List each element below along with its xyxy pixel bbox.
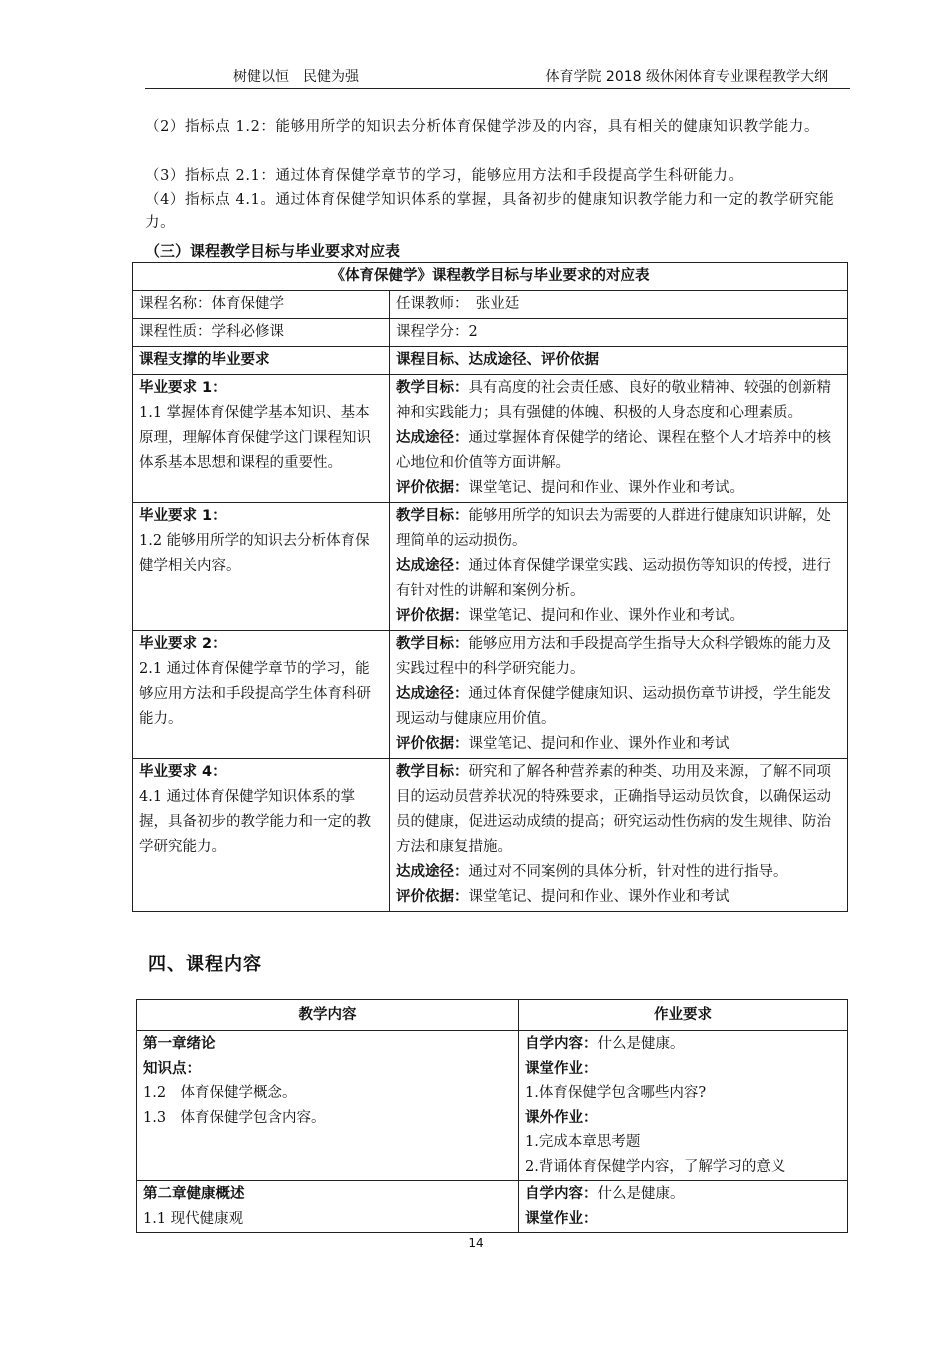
header-motto: 树健以恒 民健为强 bbox=[233, 69, 359, 85]
self-study-label: 自学内容： bbox=[525, 1186, 598, 1202]
req-title: 毕业要求 4： bbox=[139, 764, 227, 780]
self-study-text: 什么是健康。 bbox=[597, 1036, 685, 1052]
req-title: 毕业要求 1： bbox=[139, 508, 227, 524]
extra-homework-item: 2.背诵体育保健学内容，了解学习的意义 bbox=[525, 1158, 786, 1175]
extra-homework-item: 1.完成本章思考题 bbox=[525, 1134, 641, 1150]
goal-text: 具有高度的社会责任感、良好的敬业精神、较强的创新精神和实践能力；具有强健的体魄、积极的人身态度和心理素质。 bbox=[396, 380, 831, 421]
table-row bbox=[133, 375, 848, 503]
self-study-label: 自学内容： bbox=[525, 1036, 598, 1052]
course-name: 课程名称：体育保健学 bbox=[133, 291, 390, 319]
goal-label: 教学目标： bbox=[396, 508, 469, 524]
path-label: 达成途径： bbox=[396, 430, 469, 446]
paragraph-indicator-2-1: （3）指标点 2.1：通过体育保健学章节的学习，能够应用方法和手段提高学生科研能力。 bbox=[145, 168, 744, 184]
req-title: 毕业要求 2： bbox=[139, 636, 227, 652]
eval-label: 评价依据： bbox=[396, 736, 469, 752]
eval-text: 课堂笔记、提问和作业、课外作业和考试。 bbox=[468, 480, 744, 496]
class-homework-label: 课堂作业： bbox=[525, 1210, 598, 1227]
goal-label: 教学目标： bbox=[396, 636, 469, 652]
chapter-title: 第二章健康概述 bbox=[143, 1186, 245, 1202]
col-header-homework: 作业要求 bbox=[519, 1000, 848, 1031]
section-3-title: （三）课程教学目标与毕业要求对应表 bbox=[145, 242, 401, 260]
class-homework-item: 1.体育保健学包含哪些内容? bbox=[525, 1085, 707, 1101]
knowledge-points-label: 知识点： bbox=[143, 1060, 201, 1077]
class-homework-label: 课堂作业： bbox=[525, 1060, 598, 1077]
eval-label: 评价依据： bbox=[396, 889, 469, 905]
table-row bbox=[137, 1181, 848, 1233]
objectives-table bbox=[132, 262, 848, 912]
paragraph-indicator-1-2: （2）指标点 1.2：能够用所学的知识去分析体育保健学涉及的内容，具有相关的健康知识教学能力。 bbox=[145, 119, 820, 135]
knowledge-point: 1.1 现代健康观 bbox=[143, 1210, 244, 1227]
goal-text: 能够用所学的知识去为需要的人群进行健康知识讲解，处理简单的运动损伤。 bbox=[396, 508, 831, 549]
knowledge-point: 1.2 体育保健学概念。 bbox=[143, 1085, 297, 1101]
req-text: 1.1 掌握体育保健学基本知识、基本原理，理解体育保健学这门课程知识体系基本思想和课程的重要性。 bbox=[139, 405, 371, 471]
page-header bbox=[145, 66, 850, 89]
table-row bbox=[133, 503, 848, 631]
eval-label: 评价依据： bbox=[396, 480, 469, 496]
chapter-title: 第一章绪论 bbox=[143, 1036, 216, 1052]
path-label: 达成途径： bbox=[396, 686, 469, 702]
table-title: 《体育保健学》课程教学目标与毕业要求的对应表 bbox=[133, 263, 848, 291]
extra-homework-label: 课外作业： bbox=[525, 1109, 598, 1126]
section-4-title: 四、课程内容 bbox=[148, 954, 262, 975]
req-title: 毕业要求 1： bbox=[139, 380, 227, 396]
req-text: 1.2 能够用所学的知识去分析体育保健学相关内容。 bbox=[139, 533, 370, 574]
table-row bbox=[137, 1031, 848, 1181]
col-header-objectives: 课程目标、达成途径、评价依据 bbox=[390, 347, 848, 375]
goal-text: 能够应用方法和手段提高学生指导大众科学锻炼的能力及实践过程中的科学研究能力。 bbox=[396, 636, 831, 677]
paragraph-indicator-4-1: （4）指标点 4.1。通过体育保健学知识体系的掌握，具备初步的健康知识教学能力和一定的教学研究能力。 bbox=[145, 192, 835, 231]
knowledge-point: 1.3 体育保健学包含内容。 bbox=[143, 1109, 326, 1126]
course-nature: 课程性质：学科必修课 bbox=[133, 319, 390, 347]
path-label: 达成途径： bbox=[396, 558, 469, 574]
eval-text: 课堂笔记、提问和作业、课外作业和考试 bbox=[468, 889, 730, 905]
goal-label: 教学目标： bbox=[396, 380, 469, 396]
path-text: 通过体育保健学健康知识、运动损伤章节讲授，学生能发现运动与健康应用价值。 bbox=[396, 686, 831, 727]
path-text: 通过体育保健学课堂实践、运动损伤等知识的传授，进行有针对性的讲解和案例分析。 bbox=[396, 558, 831, 599]
goal-text: 研究和了解各种营养素的种类、功用及来源，了解不同项目的运动员营养状况的特殊要求，正确指导运动员饮食，以确保运动员的健康，促进运动成绩的提高；研究运动性伤病的发生规律、防治方法和康复措施。 bbox=[396, 764, 831, 855]
path-label: 达成途径： bbox=[396, 864, 469, 880]
col-header-requirements: 课程支撑的毕业要求 bbox=[133, 347, 390, 375]
path-text: 通过掌握体育保健学的绪论、课程在整个人才培养中的核心地位和价值等方面讲解。 bbox=[396, 430, 831, 471]
eval-text: 课堂笔记、提问和作业、课外作业和考试。 bbox=[468, 608, 744, 624]
goal-label: 教学目标： bbox=[396, 764, 469, 780]
credits: 课程学分：2 bbox=[390, 319, 848, 347]
eval-label: 评价依据： bbox=[396, 608, 469, 624]
path-text: 通过对不同案例的具体分析，针对性的进行指导。 bbox=[468, 864, 788, 880]
self-study-text: 什么是健康。 bbox=[597, 1186, 685, 1202]
content-table bbox=[136, 999, 848, 1233]
table-row bbox=[133, 759, 848, 912]
table-row bbox=[133, 631, 848, 759]
req-text: 2.1 通过体育保健学章节的学习，能够应用方法和手段提高学生体育科研能力。 bbox=[139, 661, 371, 727]
page-number: 14 bbox=[468, 1236, 484, 1250]
col-header-content: 教学内容 bbox=[137, 1000, 519, 1031]
eval-text: 课堂笔记、提问和作业、课外作业和考试 bbox=[468, 736, 730, 752]
teacher: 任课教师： 张业廷 bbox=[390, 291, 848, 319]
req-text: 4.1 通过体育保健学知识体系的掌握，具备初步的教学能力和一定的教学研究能力。 bbox=[139, 789, 371, 855]
header-doc-title: 体育学院 2018 级休闲体育专业课程教学大纲 bbox=[545, 69, 828, 85]
